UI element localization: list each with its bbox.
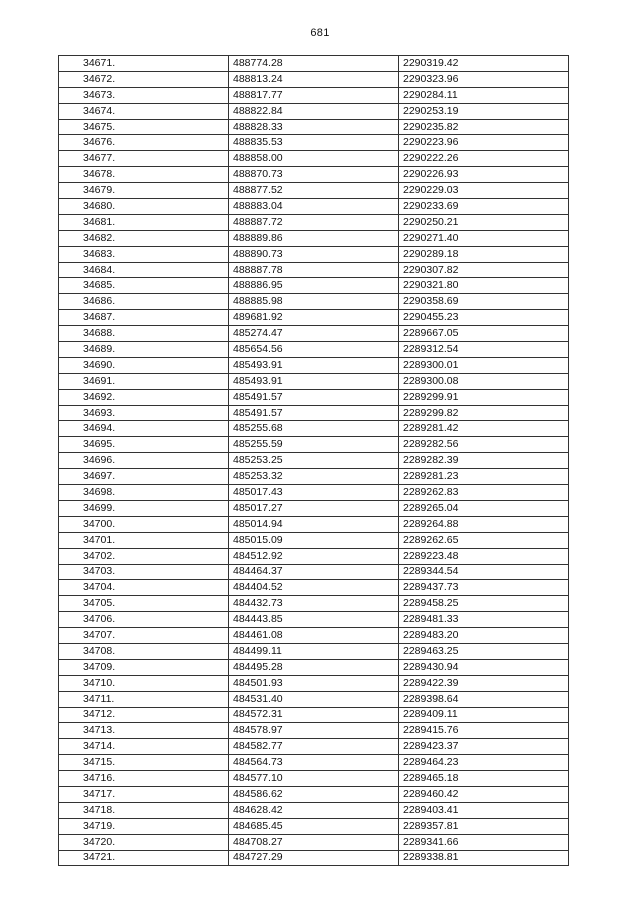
y-coordinate-cell: 2290253.19 xyxy=(399,103,569,119)
y-coordinate-cell: 2289282.39 xyxy=(399,453,569,469)
point-number-cell: 34678. xyxy=(59,167,229,183)
point-number-cell: 34719. xyxy=(59,818,229,834)
point-number-cell: 34705. xyxy=(59,596,229,612)
y-coordinate-cell: 2290222.26 xyxy=(399,151,569,167)
y-coordinate-cell: 2289415.76 xyxy=(399,723,569,739)
point-number-cell: 34672. xyxy=(59,71,229,87)
y-coordinate-cell: 2289299.82 xyxy=(399,405,569,421)
table-row xyxy=(59,389,569,405)
point-number-cell: 34703. xyxy=(59,564,229,580)
x-coordinate-cell: 484628.42 xyxy=(229,802,399,818)
point-number-cell: 34698. xyxy=(59,485,229,501)
y-coordinate-cell: 2289458.25 xyxy=(399,596,569,612)
point-number-cell: 34692. xyxy=(59,389,229,405)
point-number-cell: 34715. xyxy=(59,755,229,771)
x-coordinate-cell: 484512.92 xyxy=(229,548,399,564)
page-number: 681 xyxy=(310,27,330,39)
y-coordinate-cell: 2289299.91 xyxy=(399,389,569,405)
point-number-cell: 34682. xyxy=(59,230,229,246)
y-coordinate-cell: 2289437.73 xyxy=(399,580,569,596)
table-row xyxy=(59,183,569,199)
table-row xyxy=(59,405,569,421)
point-number-cell: 34695. xyxy=(59,437,229,453)
y-coordinate-cell: 2289312.54 xyxy=(399,342,569,358)
point-number-cell: 34694. xyxy=(59,421,229,437)
table-row xyxy=(59,532,569,548)
x-coordinate-cell: 488870.73 xyxy=(229,167,399,183)
y-coordinate-cell: 2289300.08 xyxy=(399,373,569,389)
point-number-cell: 34688. xyxy=(59,326,229,342)
x-coordinate-cell: 488835.53 xyxy=(229,135,399,151)
point-number-cell: 34673. xyxy=(59,87,229,103)
table-row xyxy=(59,469,569,485)
y-coordinate-cell: 2289463.25 xyxy=(399,643,569,659)
table-row xyxy=(59,707,569,723)
table-row xyxy=(59,516,569,532)
table-row xyxy=(59,723,569,739)
table-row xyxy=(59,834,569,850)
x-coordinate-cell: 485017.43 xyxy=(229,485,399,501)
x-coordinate-cell: 484708.27 xyxy=(229,834,399,850)
x-coordinate-cell: 485491.57 xyxy=(229,405,399,421)
table-row xyxy=(59,373,569,389)
table-row xyxy=(59,151,569,167)
y-coordinate-cell: 2290307.82 xyxy=(399,262,569,278)
y-coordinate-cell: 2289338.81 xyxy=(399,850,569,866)
point-number-cell: 34685. xyxy=(59,278,229,294)
y-coordinate-cell: 2289464.23 xyxy=(399,755,569,771)
table-row xyxy=(59,786,569,802)
point-number-cell: 34718. xyxy=(59,802,229,818)
x-coordinate-cell: 484727.29 xyxy=(229,850,399,866)
x-coordinate-cell: 485255.59 xyxy=(229,437,399,453)
point-number-cell: 34712. xyxy=(59,707,229,723)
point-number-cell: 34686. xyxy=(59,294,229,310)
x-coordinate-cell: 485015.09 xyxy=(229,532,399,548)
point-number-cell: 34671. xyxy=(59,56,229,72)
x-coordinate-cell: 488813.24 xyxy=(229,71,399,87)
point-number-cell: 34711. xyxy=(59,691,229,707)
x-coordinate-cell: 484464.37 xyxy=(229,564,399,580)
x-coordinate-cell: 488858.00 xyxy=(229,151,399,167)
point-number-cell: 34675. xyxy=(59,119,229,135)
x-coordinate-cell: 488822.84 xyxy=(229,103,399,119)
x-coordinate-cell: 484432.73 xyxy=(229,596,399,612)
y-coordinate-cell: 2289483.20 xyxy=(399,628,569,644)
x-coordinate-cell: 488877.52 xyxy=(229,183,399,199)
x-coordinate-cell: 485017.27 xyxy=(229,500,399,516)
point-number-cell: 34716. xyxy=(59,771,229,787)
y-coordinate-cell: 2289481.33 xyxy=(399,612,569,628)
y-coordinate-cell: 2290271.40 xyxy=(399,230,569,246)
point-number-cell: 34708. xyxy=(59,643,229,659)
x-coordinate-cell: 488889.86 xyxy=(229,230,399,246)
table-row xyxy=(59,230,569,246)
x-coordinate-cell: 484495.28 xyxy=(229,659,399,675)
x-coordinate-cell: 485493.91 xyxy=(229,357,399,373)
point-number-cell: 34721. xyxy=(59,850,229,866)
coordinates-table-body xyxy=(59,56,569,866)
table-row xyxy=(59,103,569,119)
y-coordinate-cell: 2290455.23 xyxy=(399,310,569,326)
y-coordinate-cell: 2289403.41 xyxy=(399,802,569,818)
point-number-cell: 34709. xyxy=(59,659,229,675)
point-number-cell: 34697. xyxy=(59,469,229,485)
x-coordinate-cell: 485255.68 xyxy=(229,421,399,437)
x-coordinate-cell: 484404.52 xyxy=(229,580,399,596)
x-coordinate-cell: 484586.62 xyxy=(229,786,399,802)
table-row xyxy=(59,500,569,516)
point-number-cell: 34704. xyxy=(59,580,229,596)
y-coordinate-cell: 2290289.18 xyxy=(399,246,569,262)
x-coordinate-cell: 484578.97 xyxy=(229,723,399,739)
x-coordinate-cell: 488774.28 xyxy=(229,56,399,72)
x-coordinate-cell: 488886.95 xyxy=(229,278,399,294)
point-number-cell: 34680. xyxy=(59,199,229,215)
point-number-cell: 34683. xyxy=(59,246,229,262)
y-coordinate-cell: 2289262.83 xyxy=(399,485,569,501)
y-coordinate-cell: 2289667.05 xyxy=(399,326,569,342)
x-coordinate-cell: 484443.85 xyxy=(229,612,399,628)
y-coordinate-cell: 2290226.93 xyxy=(399,167,569,183)
x-coordinate-cell: 488887.72 xyxy=(229,214,399,230)
table-row xyxy=(59,453,569,469)
point-number-cell: 34691. xyxy=(59,373,229,389)
table-row xyxy=(59,850,569,866)
x-coordinate-cell: 488883.04 xyxy=(229,199,399,215)
y-coordinate-cell: 2289344.54 xyxy=(399,564,569,580)
table-row xyxy=(59,262,569,278)
y-coordinate-cell: 2289281.42 xyxy=(399,421,569,437)
y-coordinate-cell: 2290284.11 xyxy=(399,87,569,103)
y-coordinate-cell: 2289465.18 xyxy=(399,771,569,787)
table-row xyxy=(59,119,569,135)
table-row xyxy=(59,294,569,310)
table-row xyxy=(59,755,569,771)
x-coordinate-cell: 485274.47 xyxy=(229,326,399,342)
point-number-cell: 34687. xyxy=(59,310,229,326)
x-coordinate-cell: 485014.94 xyxy=(229,516,399,532)
x-coordinate-cell: 484572.31 xyxy=(229,707,399,723)
coordinates-table xyxy=(58,55,569,866)
point-number-cell: 34679. xyxy=(59,183,229,199)
y-coordinate-cell: 2290233.69 xyxy=(399,199,569,215)
y-coordinate-cell: 2290321.80 xyxy=(399,278,569,294)
table-row xyxy=(59,326,569,342)
table-row xyxy=(59,278,569,294)
table-row xyxy=(59,421,569,437)
x-coordinate-cell: 485493.91 xyxy=(229,373,399,389)
point-number-cell: 34717. xyxy=(59,786,229,802)
y-coordinate-cell: 2289262.65 xyxy=(399,532,569,548)
table-row xyxy=(59,596,569,612)
y-coordinate-cell: 2289423.37 xyxy=(399,739,569,755)
table-row xyxy=(59,199,569,215)
point-number-cell: 34699. xyxy=(59,500,229,516)
y-coordinate-cell: 2289265.04 xyxy=(399,500,569,516)
point-number-cell: 34684. xyxy=(59,262,229,278)
x-coordinate-cell: 485253.32 xyxy=(229,469,399,485)
y-coordinate-cell: 2289264.88 xyxy=(399,516,569,532)
y-coordinate-cell: 2289409.11 xyxy=(399,707,569,723)
x-coordinate-cell: 485491.57 xyxy=(229,389,399,405)
table-row xyxy=(59,310,569,326)
y-coordinate-cell: 2290358.69 xyxy=(399,294,569,310)
table-row xyxy=(59,214,569,230)
x-coordinate-cell: 484501.93 xyxy=(229,675,399,691)
x-coordinate-cell: 484685.45 xyxy=(229,818,399,834)
table-row xyxy=(59,167,569,183)
x-coordinate-cell: 484582.77 xyxy=(229,739,399,755)
y-coordinate-cell: 2290250.21 xyxy=(399,214,569,230)
point-number-cell: 34720. xyxy=(59,834,229,850)
table-row xyxy=(59,771,569,787)
table-row xyxy=(59,643,569,659)
table-row xyxy=(59,485,569,501)
point-number-cell: 34681. xyxy=(59,214,229,230)
point-number-cell: 34689. xyxy=(59,342,229,358)
table-row xyxy=(59,675,569,691)
point-number-cell: 34677. xyxy=(59,151,229,167)
table-row xyxy=(59,246,569,262)
table-row xyxy=(59,612,569,628)
y-coordinate-cell: 2290319.42 xyxy=(399,56,569,72)
table-row xyxy=(59,564,569,580)
y-coordinate-cell: 2290235.82 xyxy=(399,119,569,135)
x-coordinate-cell: 488890.73 xyxy=(229,246,399,262)
y-coordinate-cell: 2290229.03 xyxy=(399,183,569,199)
table-row xyxy=(59,56,569,72)
table-row xyxy=(59,739,569,755)
x-coordinate-cell: 484499.11 xyxy=(229,643,399,659)
table-row xyxy=(59,71,569,87)
point-number-cell: 34710. xyxy=(59,675,229,691)
y-coordinate-cell: 2289281.23 xyxy=(399,469,569,485)
table-row xyxy=(59,691,569,707)
table-row xyxy=(59,437,569,453)
y-coordinate-cell: 2289357.81 xyxy=(399,818,569,834)
x-coordinate-cell: 489681.92 xyxy=(229,310,399,326)
point-number-cell: 34702. xyxy=(59,548,229,564)
point-number-cell: 34700. xyxy=(59,516,229,532)
x-coordinate-cell: 484461.08 xyxy=(229,628,399,644)
table-row xyxy=(59,87,569,103)
point-number-cell: 34713. xyxy=(59,723,229,739)
y-coordinate-cell: 2289223.48 xyxy=(399,548,569,564)
x-coordinate-cell: 488828.33 xyxy=(229,119,399,135)
x-coordinate-cell: 488817.77 xyxy=(229,87,399,103)
table-row xyxy=(59,628,569,644)
y-coordinate-cell: 2289460.42 xyxy=(399,786,569,802)
x-coordinate-cell: 488885.98 xyxy=(229,294,399,310)
x-coordinate-cell: 488887.78 xyxy=(229,262,399,278)
x-coordinate-cell: 484564.73 xyxy=(229,755,399,771)
x-coordinate-cell: 485654.56 xyxy=(229,342,399,358)
y-coordinate-cell: 2289398.64 xyxy=(399,691,569,707)
point-number-cell: 34696. xyxy=(59,453,229,469)
table-row xyxy=(59,580,569,596)
point-number-cell: 34693. xyxy=(59,405,229,421)
x-coordinate-cell: 484531.40 xyxy=(229,691,399,707)
y-coordinate-cell: 2289341.66 xyxy=(399,834,569,850)
point-number-cell: 34706. xyxy=(59,612,229,628)
point-number-cell: 34676. xyxy=(59,135,229,151)
point-number-cell: 34714. xyxy=(59,739,229,755)
point-number-cell: 34690. xyxy=(59,357,229,373)
x-coordinate-cell: 484577.10 xyxy=(229,771,399,787)
table-row xyxy=(59,818,569,834)
point-number-cell: 34674. xyxy=(59,103,229,119)
table-row xyxy=(59,802,569,818)
table-row xyxy=(59,659,569,675)
y-coordinate-cell: 2289282.56 xyxy=(399,437,569,453)
y-coordinate-cell: 2290223.96 xyxy=(399,135,569,151)
point-number-cell: 34701. xyxy=(59,532,229,548)
y-coordinate-cell: 2289430.94 xyxy=(399,659,569,675)
y-coordinate-cell: 2290323.96 xyxy=(399,71,569,87)
point-number-cell: 34707. xyxy=(59,628,229,644)
table-row xyxy=(59,357,569,373)
x-coordinate-cell: 485253.25 xyxy=(229,453,399,469)
table-row xyxy=(59,548,569,564)
y-coordinate-cell: 2289422.39 xyxy=(399,675,569,691)
table-row xyxy=(59,342,569,358)
y-coordinate-cell: 2289300.01 xyxy=(399,357,569,373)
table-row xyxy=(59,135,569,151)
